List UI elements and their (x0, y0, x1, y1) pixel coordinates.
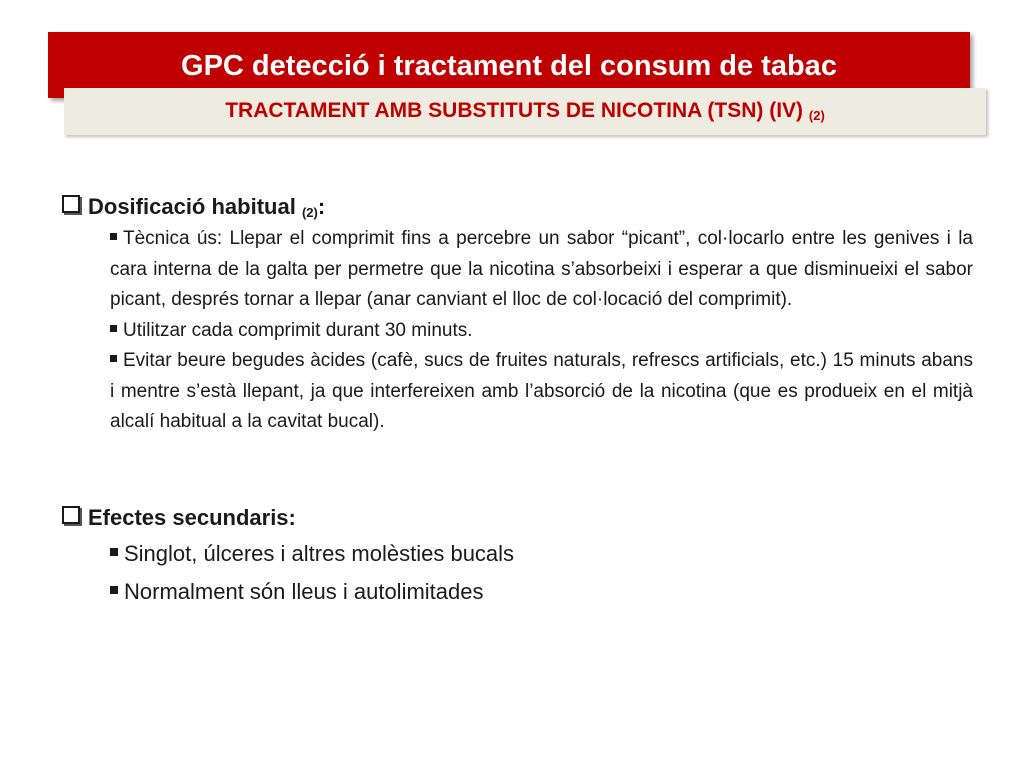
section-efectes-heading (62, 505, 296, 531)
list-item (110, 573, 973, 611)
list-item-text: Utilitzar cada comprimit durant 30 minuts. (123, 319, 473, 341)
dosificacio-heading-reference: (2) (301, 205, 318, 220)
square-bullet-icon (110, 355, 117, 362)
subtitle-label: TRACTAMENT AMB SUBSTITUTS DE NICOTINA (TSN) (IV) (225, 99, 804, 122)
list-item (110, 224, 973, 316)
section-dosificacio-heading (62, 194, 325, 220)
dosificacio-list (110, 224, 973, 438)
checkbox-bullet-icon (62, 506, 80, 524)
efectes-heading-label: Efectes secundaris: (88, 505, 296, 530)
square-bullet-icon (110, 586, 118, 594)
square-bullet-icon (110, 548, 118, 556)
efectes-list (110, 535, 973, 611)
subtitle-bar (64, 88, 986, 135)
list-item-text: Tècnica ús: Llepar el comprimit fins a percebre un sabor “picant”, col·locarlo entre les genives i la cara interna de la galta per permetre que la nicotina s’absorbeixi i esperar a que disminueixi el sabor picant, després tornar a llepar (anar canviant el lloc de col·locació del comprimit). (110, 228, 973, 310)
list-item (110, 316, 973, 347)
dosificacio-heading-label: Dosificació habitual (88, 194, 296, 219)
list-item-text: Normalment són lleus i autolimitades (124, 579, 484, 604)
square-bullet-icon (110, 233, 117, 240)
dosificacio-heading-colon: : (317, 194, 326, 219)
slide-subtitle (64, 99, 986, 123)
checkbox-bullet-icon (62, 195, 80, 213)
subtitle-reference: (2) (808, 108, 825, 123)
square-bullet-icon (110, 325, 117, 332)
list-item (110, 346, 973, 438)
list-item-text: Evitar beure begudes àcides (cafè, sucs de fruites naturals, refrescs artificials, etc.) 15 minuts abans i mentre s’està llepant, ja que interfereixen amb l’absorció de la nicotina (que es produeix en el mitjà alcalí habitual a la cavitat bucal). (110, 350, 973, 432)
slide-title: GPC detecció i tractament del consum de tabac (181, 50, 837, 82)
list-item (110, 535, 973, 573)
list-item-text: Singlot, úlceres i altres molèsties bucals (124, 541, 515, 566)
